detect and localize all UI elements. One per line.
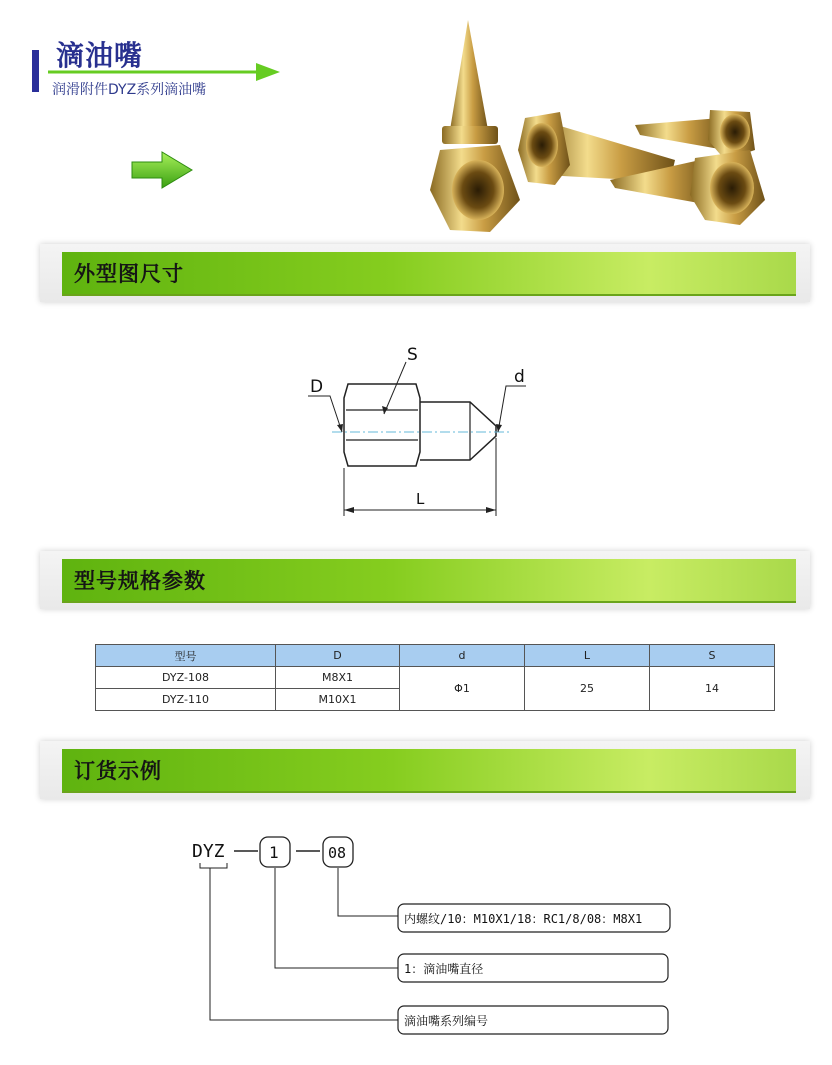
dimension-drawing bbox=[300, 340, 525, 520]
header-cell: L bbox=[525, 645, 650, 667]
product-photo bbox=[420, 0, 800, 240]
table-row bbox=[96, 667, 775, 689]
section-banner-spec bbox=[40, 551, 810, 609]
order-prefix: DYZ bbox=[192, 841, 225, 862]
order-code1: 1 bbox=[269, 843, 279, 862]
cell-model: DYZ-108 bbox=[96, 667, 276, 689]
section-banner-outline bbox=[40, 244, 810, 302]
green-arrow-icon bbox=[130, 150, 194, 190]
label-L: L bbox=[416, 490, 425, 508]
page-subtitle: 润滑附件DYZ系列滴油嘴 bbox=[52, 82, 207, 98]
note-diameter: 1：滴油嘴直径 bbox=[404, 962, 484, 976]
cell-D: M10X1 bbox=[276, 689, 400, 711]
page-title: 滴油嘴 bbox=[56, 39, 144, 72]
header-cell: D bbox=[276, 645, 400, 667]
section-banner-order bbox=[40, 741, 810, 799]
section-title-outline: 外型图尺寸 bbox=[74, 262, 184, 286]
label-D: D bbox=[310, 377, 324, 397]
header-cell: 型号 bbox=[96, 645, 276, 667]
label-S: S bbox=[407, 345, 418, 365]
note-thread: 内螺纹/10：M10X1/18：RC1/8/08：M8X1 bbox=[404, 912, 643, 926]
order-code2: 08 bbox=[328, 844, 347, 862]
spec-table bbox=[95, 644, 775, 711]
cell-L: 25 bbox=[525, 667, 650, 711]
cell-D: M8X1 bbox=[276, 667, 400, 689]
label-d: d bbox=[514, 367, 525, 387]
cell-d: Φ1 bbox=[400, 667, 525, 711]
cell-model: DYZ-110 bbox=[96, 689, 276, 711]
section-title-spec: 型号规格参数 bbox=[74, 569, 206, 593]
title-accent-bar bbox=[32, 50, 39, 92]
header-cell: d bbox=[400, 645, 525, 667]
note-series: 滴油嘴系列编号 bbox=[404, 1014, 489, 1028]
table-header-row bbox=[96, 645, 775, 667]
cell-S: 14 bbox=[650, 667, 775, 711]
section-title-order: 订货示例 bbox=[74, 759, 162, 783]
header-cell: S bbox=[650, 645, 775, 667]
order-example-diagram bbox=[180, 830, 680, 1045]
